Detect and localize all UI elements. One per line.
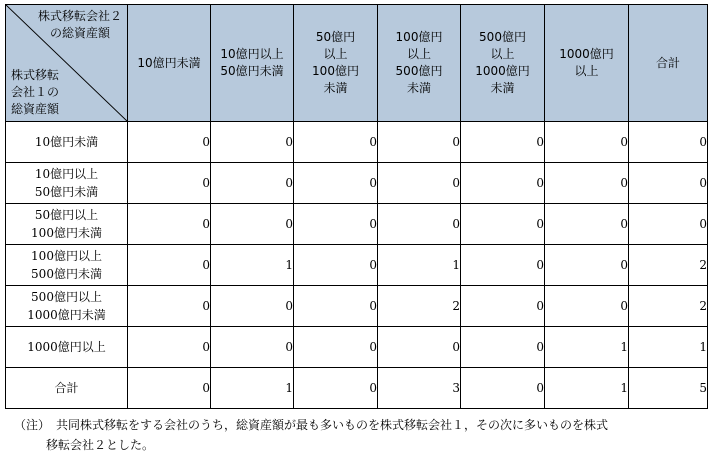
- footnote-line: （注） 共同株式移転をする会社のうち，総資産額が最も多いものを株式移転会社１，その次に多いものを株式: [14, 418, 609, 432]
- table-cell: 0: [294, 286, 378, 327]
- table-cell: 0: [461, 286, 545, 327]
- column-header-line: 10億円未満: [137, 55, 201, 70]
- table-cell: 0: [545, 204, 629, 245]
- corner-top-label: [38, 8, 122, 42]
- table-cell: 0: [128, 122, 211, 163]
- row-header-line: 合計: [54, 381, 79, 395]
- table-cell: 0: [128, 286, 211, 327]
- column-header-line: 以上: [574, 64, 599, 78]
- table-cell: 0: [294, 245, 378, 286]
- table-cell: 1: [211, 245, 294, 286]
- column-header-line: 10億円以上: [220, 47, 284, 61]
- row-header: [6, 245, 128, 286]
- table-cell: 1: [545, 327, 629, 368]
- table-cell: 0: [461, 245, 545, 286]
- row-header-line: 10億円未満: [34, 135, 99, 149]
- table-cell: 0: [211, 286, 294, 327]
- row-header-line: 500億円未満: [31, 267, 102, 281]
- table-cell: 0: [378, 204, 461, 245]
- row-header: [6, 327, 128, 368]
- column-header-line: 未満: [323, 81, 348, 95]
- table-cell: 0: [211, 204, 294, 245]
- table-cell: 2: [629, 286, 708, 327]
- row-header-line: 1000億円以上: [27, 340, 106, 354]
- table-cell: 0: [128, 204, 211, 245]
- table-cell: 0: [378, 163, 461, 204]
- table-cell: 1: [378, 245, 461, 286]
- table-cell: 0: [545, 163, 629, 204]
- column-header-line: 500億円: [395, 64, 443, 78]
- column-header-line: 1000億円: [475, 64, 530, 78]
- corner-bottom-label: [11, 67, 59, 118]
- column-header-line: 未満: [406, 81, 431, 95]
- column-header-line: 以上: [323, 47, 348, 61]
- table-cell: 0: [461, 163, 545, 204]
- corner-bottom-line: 株式移転: [11, 68, 60, 82]
- corner-header-cell: [6, 5, 128, 122]
- column-header-line: 50億円未満: [220, 64, 284, 78]
- corner-bottom-line: 会社１の: [11, 85, 60, 99]
- column-header-line: 未満: [490, 81, 515, 95]
- column-header: [629, 5, 708, 122]
- asset-matrix-table: [5, 4, 708, 409]
- table-row: [6, 245, 708, 286]
- table-cell: 2: [629, 245, 708, 286]
- column-header: [128, 5, 211, 122]
- row-header: [6, 286, 128, 327]
- table-cell: 0: [461, 327, 545, 368]
- corner-top-line: の総資産額: [49, 26, 110, 40]
- footnote-line: 移転会社２とした。: [46, 438, 155, 452]
- table-cell: 0: [294, 368, 378, 409]
- row-header-line: 50億円未満: [34, 185, 99, 199]
- column-header: [211, 5, 294, 122]
- table-cell: 0: [128, 163, 211, 204]
- table-cell: 0: [461, 204, 545, 245]
- column-header-line: 100億円: [395, 30, 443, 44]
- row-header-line: 50億円以上: [34, 208, 99, 222]
- header-row: [6, 5, 708, 122]
- table-cell: 0: [461, 368, 545, 409]
- column-header-line: 合計: [655, 55, 680, 70]
- table-cell: 0: [294, 204, 378, 245]
- row-header: [6, 204, 128, 245]
- table-cell: 3: [378, 368, 461, 409]
- table-cell: 0: [211, 122, 294, 163]
- table-row: [6, 122, 708, 163]
- column-header-line: 以上: [406, 47, 431, 61]
- row-header: [6, 368, 128, 409]
- table-row: [6, 204, 708, 245]
- table-cell: 0: [294, 163, 378, 204]
- corner-bottom-line: 総資産額: [11, 102, 60, 116]
- table-row: [6, 286, 708, 327]
- table-cell: 0: [545, 122, 629, 163]
- column-header-line: 100億円: [312, 64, 359, 78]
- row-header-line: 100億円未満: [31, 226, 102, 240]
- row-header-line: 100億円以上: [31, 249, 102, 263]
- table-cell: 0: [378, 327, 461, 368]
- table-cell: 0: [629, 122, 708, 163]
- total-row: [6, 368, 708, 409]
- table-cell: 0: [545, 245, 629, 286]
- table-cell: 0: [294, 122, 378, 163]
- row-header-line: 500億円以上: [31, 290, 102, 304]
- column-header-line: 1000億円: [559, 47, 614, 61]
- table-cell: 0: [378, 122, 461, 163]
- table-cell: 0: [128, 327, 211, 368]
- column-header-line: 50億円: [315, 30, 356, 44]
- table-cell: 0: [545, 286, 629, 327]
- table-cell: 1: [545, 368, 629, 409]
- table-cell: 0: [128, 368, 211, 409]
- row-header: [6, 122, 128, 163]
- row-header-line: 10億円以上: [34, 167, 99, 181]
- row-header-line: 1000億円未満: [27, 308, 106, 322]
- table-cell: 0: [629, 204, 708, 245]
- table-cell: 0: [128, 245, 211, 286]
- column-header-line: 以上: [490, 47, 515, 61]
- table-cell: 1: [211, 368, 294, 409]
- column-header: [294, 5, 378, 122]
- table-row: [6, 163, 708, 204]
- column-header: [378, 5, 461, 122]
- column-header-line: 500億円: [479, 30, 526, 44]
- column-header: [545, 5, 629, 122]
- table-cell: 0: [211, 163, 294, 204]
- column-header: [461, 5, 545, 122]
- table-cell: 0: [629, 163, 708, 204]
- table-cell: 0: [294, 327, 378, 368]
- table-row: [6, 327, 708, 368]
- corner-top-line: 株式移転会社２: [37, 9, 122, 23]
- row-header: [6, 163, 128, 204]
- table-cell: 0: [211, 327, 294, 368]
- table-cell: 5: [629, 368, 708, 409]
- table-cell: 2: [378, 286, 461, 327]
- table-cell: 0: [461, 122, 545, 163]
- footnote: [14, 415, 704, 455]
- table-cell: 1: [629, 327, 708, 368]
